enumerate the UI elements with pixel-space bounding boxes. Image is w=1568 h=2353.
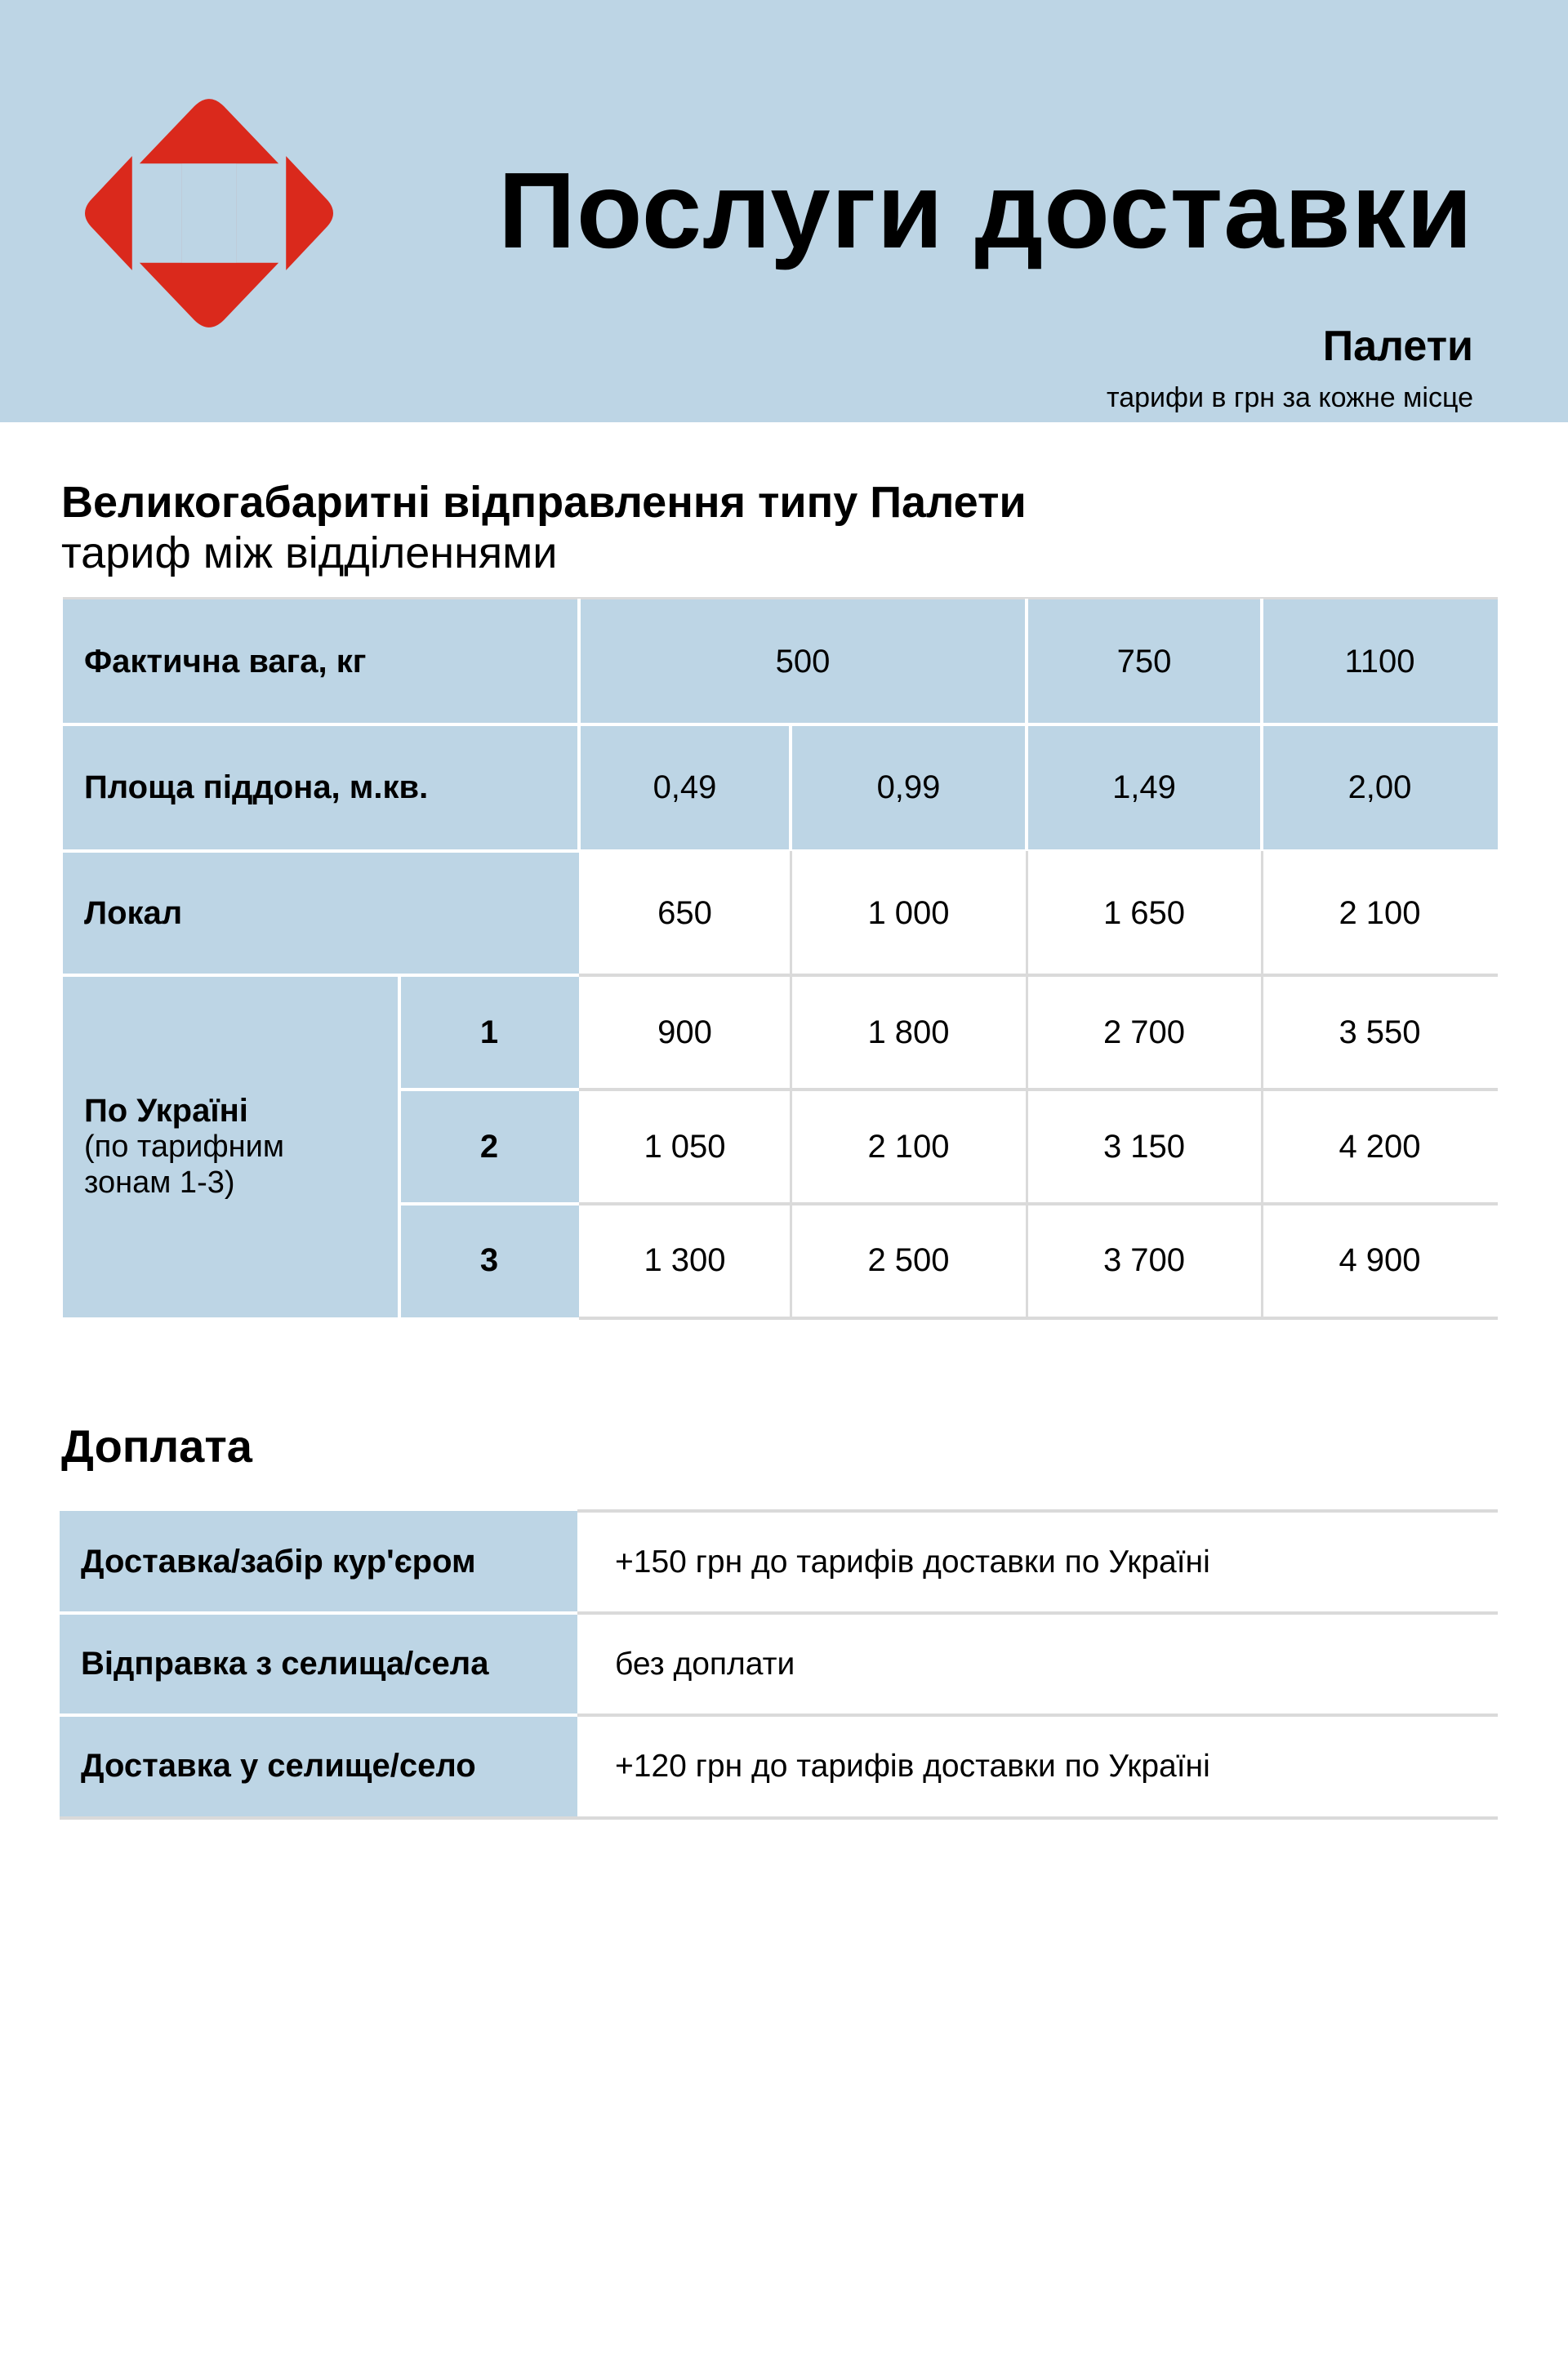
area-value: 0,49	[579, 724, 791, 851]
surcharge-title: Доплата	[61, 1420, 252, 1472]
grid-line	[577, 1509, 1498, 1513]
zone-price: 3 700	[1027, 1204, 1262, 1317]
zone-price: 2 500	[791, 1204, 1027, 1317]
surcharge-value: без доплати	[577, 1613, 1498, 1715]
surcharge-label: Відправка з селища/села	[60, 1613, 577, 1715]
grid-line	[1261, 851, 1263, 1317]
zone-number: 1	[399, 975, 579, 1090]
weight-value: 500	[579, 599, 1027, 724]
zone-price: 2 100	[791, 1090, 1027, 1204]
ukraine-label	[63, 975, 399, 1317]
grid-line	[577, 599, 581, 851]
zone-price: 4 900	[1262, 1204, 1498, 1317]
table-bottom-border	[60, 1816, 1498, 1820]
tariff-note: тарифи в грн за кожне місце	[1107, 382, 1473, 413]
zone-price: 4 200	[1262, 1090, 1498, 1204]
grid-line	[1026, 851, 1028, 1317]
zone-price: 900	[579, 975, 791, 1090]
area-value: 2,00	[1262, 724, 1498, 851]
ukraine-label-note-line2: зонам 1-3)	[84, 1165, 235, 1200]
page-title: Послуги доставки	[497, 150, 1473, 270]
grid-line	[399, 1202, 579, 1205]
grid-line	[63, 849, 1498, 853]
zone-price: 1 800	[791, 975, 1027, 1090]
local-price: 1 650	[1027, 851, 1262, 975]
grid-line	[63, 723, 1498, 726]
nova-poshta-logo-icon	[85, 89, 333, 337]
surcharge-label: Доставка/забір кур'єром	[60, 1511, 577, 1613]
surcharge-value: +150 грн до тарифів доставки по Україні	[577, 1511, 1498, 1613]
grid-line	[398, 975, 401, 1317]
section-subtitle: тариф між відділеннями	[61, 528, 558, 577]
surcharge-value: +120 грн до тарифів доставки по Україні	[577, 1715, 1498, 1817]
zone-number: 3	[399, 1204, 579, 1317]
local-price: 650	[579, 851, 791, 975]
grid-line	[577, 1611, 1498, 1615]
weight-label: Фактична вага, кг	[63, 599, 579, 724]
grid-line	[577, 1714, 1498, 1717]
page-subtitle: Палети	[1322, 323, 1473, 370]
section-title: Великогабаритні відправлення типу Палети	[61, 478, 1027, 527]
local-label: Локал	[63, 851, 579, 975]
header-banner	[0, 0, 1568, 422]
surcharge-label: Доставка у селище/село	[60, 1715, 577, 1817]
area-value: 1,49	[1027, 724, 1262, 851]
grid-line	[579, 974, 1498, 977]
zone-price: 3 150	[1027, 1090, 1262, 1204]
table-top-border	[63, 597, 1498, 599]
zone-price: 1 300	[579, 1204, 791, 1317]
area-label: Площа піддона, м.кв.	[63, 724, 579, 851]
area-value: 0,99	[791, 724, 1027, 851]
grid-line	[789, 724, 792, 851]
grid-line	[399, 1088, 579, 1091]
grid-line	[579, 1088, 1498, 1091]
grid-line	[63, 974, 579, 977]
zone-price: 2 700	[1027, 975, 1262, 1090]
zone-price: 1 050	[579, 1090, 791, 1204]
grid-line	[1260, 599, 1263, 851]
grid-line	[60, 1714, 577, 1717]
zone-price: 3 550	[1262, 975, 1498, 1090]
local-price: 2 100	[1262, 851, 1498, 975]
grid-line	[1025, 599, 1028, 851]
ukraine-label-note-line1: (по тарифним	[84, 1129, 284, 1164]
grid-line	[60, 1611, 577, 1615]
weight-value: 750	[1027, 599, 1262, 724]
local-price: 1 000	[791, 851, 1027, 975]
grid-line	[790, 851, 792, 1317]
grid-line	[579, 1202, 1498, 1205]
ukraine-label-title: По Україні	[84, 1092, 248, 1129]
zone-number: 2	[399, 1090, 579, 1204]
weight-value: 1100	[1262, 599, 1498, 724]
table-bottom-border	[579, 1317, 1498, 1320]
